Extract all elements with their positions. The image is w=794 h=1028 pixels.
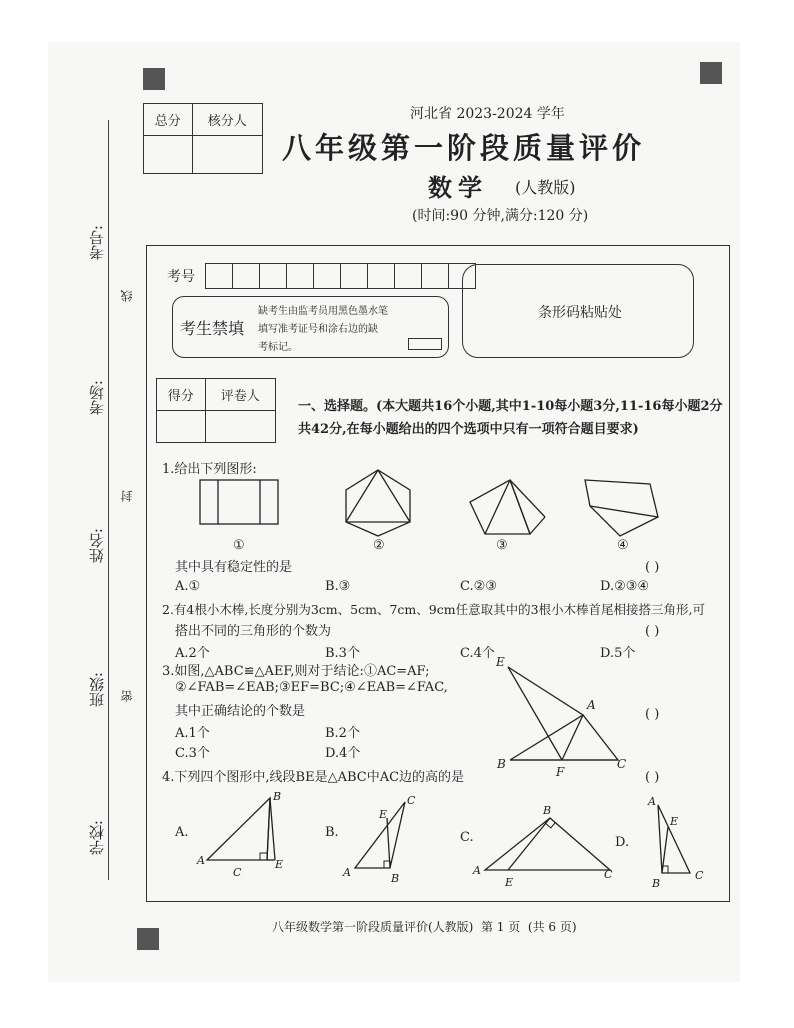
q3-stem-1: 3.如图,△ABC≌△AEF,则对于结论:①AC=AF; — [162, 664, 430, 679]
q4-option-d[interactable]: D. — [615, 835, 630, 850]
q1-answer-bracket[interactable]: ( ) — [645, 560, 660, 575]
q2-option-b[interactable]: B.3个 — [325, 646, 360, 661]
q4-option-a[interactable]: A. — [175, 825, 189, 840]
forbid-text-3: 考标记。 — [258, 342, 298, 353]
q3-point-f: F — [556, 765, 565, 779]
score-total-cell[interactable] — [144, 136, 193, 174]
svg-text:B: B — [273, 790, 282, 803]
score-checker-header: 核分人 — [192, 104, 262, 136]
q4-stem: 4.下列四个图形中,线段BE是△ABC中AC边的高的是 — [162, 770, 465, 785]
forbid-label: 考生禁填 — [180, 319, 245, 338]
exam-no-boxes[interactable] — [205, 263, 476, 289]
q3-point-b: B — [497, 757, 506, 771]
q3-point-a: A — [587, 698, 596, 712]
q3-figure — [490, 655, 630, 780]
sidebar-seal-mark: 封 — [120, 490, 134, 502]
score-checker-cell[interactable] — [192, 136, 262, 174]
q3-answer-bracket[interactable]: ( ) — [645, 707, 660, 722]
grade-score-header: 得分 — [157, 379, 206, 411]
q1-option-d[interactable]: D.②③④ — [600, 579, 650, 594]
barcode-label: 条形码粘贴处 — [538, 305, 622, 321]
svg-text:C: C — [233, 866, 242, 879]
forbid-text-2: 填写准考证号和涂右边的缺 — [258, 324, 378, 335]
q2-answer-bracket[interactable]: ( ) — [645, 624, 660, 639]
q4-figure-d — [640, 795, 720, 895]
sidebar-exam-room: 考场: — [88, 380, 106, 416]
svg-text:B: B — [543, 804, 552, 817]
sidebar-line-mark: 线 — [120, 290, 134, 302]
page-title: 八年级第一阶段质量评价 — [282, 131, 646, 165]
svg-text:E: E — [275, 858, 284, 871]
q2-option-a[interactable]: A.2个 — [175, 646, 210, 661]
subject-title: 数学 — [428, 173, 488, 202]
page-footer: 八年级数学第一阶段质量评价(人教版) 第 1 页 (共 6 页) — [272, 920, 577, 934]
q2-option-c[interactable]: C.4个 — [460, 646, 495, 661]
binding-line — [108, 120, 109, 880]
q3-stem-3: 其中正确结论的个数是 — [175, 704, 306, 719]
q3-stem-2: ②∠FAB=∠EAB;③EF=BC;④∠EAB=∠FAC, — [175, 680, 448, 695]
svg-text:A: A — [343, 866, 351, 879]
sidebar-secret-mark: 密 — [120, 690, 134, 702]
q2-stem-2: 搭出不同的三角形的个数为 — [175, 624, 332, 639]
q1-option-c[interactable]: C.②③ — [460, 579, 497, 594]
q3-point-e: E — [496, 655, 505, 669]
svg-text:C: C — [407, 794, 416, 807]
grade-table — [156, 378, 276, 443]
svg-text:C: C — [604, 868, 613, 881]
sidebar-exam-no: 考号: — [88, 225, 106, 261]
q4-figure-a — [195, 790, 295, 880]
q2-stem-1: 2.有4根小木棒,长度分别为3cm、5cm、7cm、9cm任意取其中的3根小木棒首尾相接搭三角形,可 — [162, 602, 706, 617]
grade-grader-header: 评卷人 — [205, 379, 275, 411]
subtitle: 河北省 2023-2024 学年 — [410, 106, 565, 122]
q2-option-d[interactable]: D.5个 — [600, 646, 636, 661]
q1-sub: 其中具有稳定性的是 — [175, 560, 293, 575]
q4-option-b[interactable]: B. — [325, 825, 339, 840]
q4-figure-c — [470, 800, 620, 890]
q4-answer-bracket[interactable]: ( ) — [645, 770, 660, 785]
section-instruction-2: 共42分,在每小题给出的四个选项中只有一项符合题目要求) — [298, 422, 639, 437]
absent-mark-box[interactable] — [408, 338, 442, 350]
q1-figures — [180, 462, 680, 542]
exam-no-label: 考号 — [167, 269, 195, 285]
svg-text:A: A — [197, 854, 205, 867]
q3-option-c[interactable]: C.3个 — [175, 746, 210, 761]
registration-mark-top-right — [700, 62, 722, 84]
q1-fig-label-1: ① — [233, 538, 245, 553]
q4-option-c[interactable]: C. — [460, 830, 474, 845]
section-instruction-1: 一、选择题。(本大题共16个小题,其中1-10每小题3分,11-16每小题2分 — [298, 399, 723, 414]
svg-text:E: E — [505, 876, 514, 889]
q3-option-a[interactable]: A.1个 — [175, 726, 210, 741]
score-total-header: 总分 — [144, 104, 193, 136]
svg-text:A: A — [473, 864, 481, 877]
svg-text:C: C — [695, 869, 704, 882]
q1-fig-label-4: ④ — [617, 538, 629, 553]
q4-figure-b — [335, 790, 425, 890]
q1-fig-label-2: ② — [373, 538, 385, 553]
q3-option-d[interactable]: D.4个 — [325, 746, 361, 761]
svg-text:E: E — [670, 815, 679, 828]
q1-stem: 1.给出下列图形: — [162, 462, 257, 477]
sidebar-name: 姓名: — [88, 528, 106, 564]
svg-text:A: A — [648, 795, 656, 808]
svg-text:B: B — [391, 872, 400, 885]
edition-label: (人教版) — [515, 178, 576, 197]
q1-option-b[interactable]: B.③ — [325, 579, 351, 594]
svg-text:E: E — [379, 808, 388, 821]
forbid-text-1: 缺考生由监考员用黑色墨水笔 — [258, 306, 388, 317]
registration-mark-top-left — [143, 68, 165, 90]
sidebar-school: 学校: — [88, 820, 106, 856]
sidebar-class: 班级: — [88, 672, 106, 708]
svg-text:B: B — [652, 877, 661, 890]
time-info: (时间:90 分钟,满分:120 分) — [412, 208, 589, 224]
q3-point-c: C — [617, 757, 627, 771]
q1-fig-label-3: ③ — [496, 538, 508, 553]
registration-mark-bottom-left — [137, 928, 159, 950]
q3-option-b[interactable]: B.2个 — [325, 726, 360, 741]
grade-score-cell[interactable] — [157, 411, 206, 443]
score-table — [143, 103, 263, 174]
q1-option-a[interactable]: A.① — [175, 579, 201, 594]
grade-grader-cell[interactable] — [205, 411, 275, 443]
